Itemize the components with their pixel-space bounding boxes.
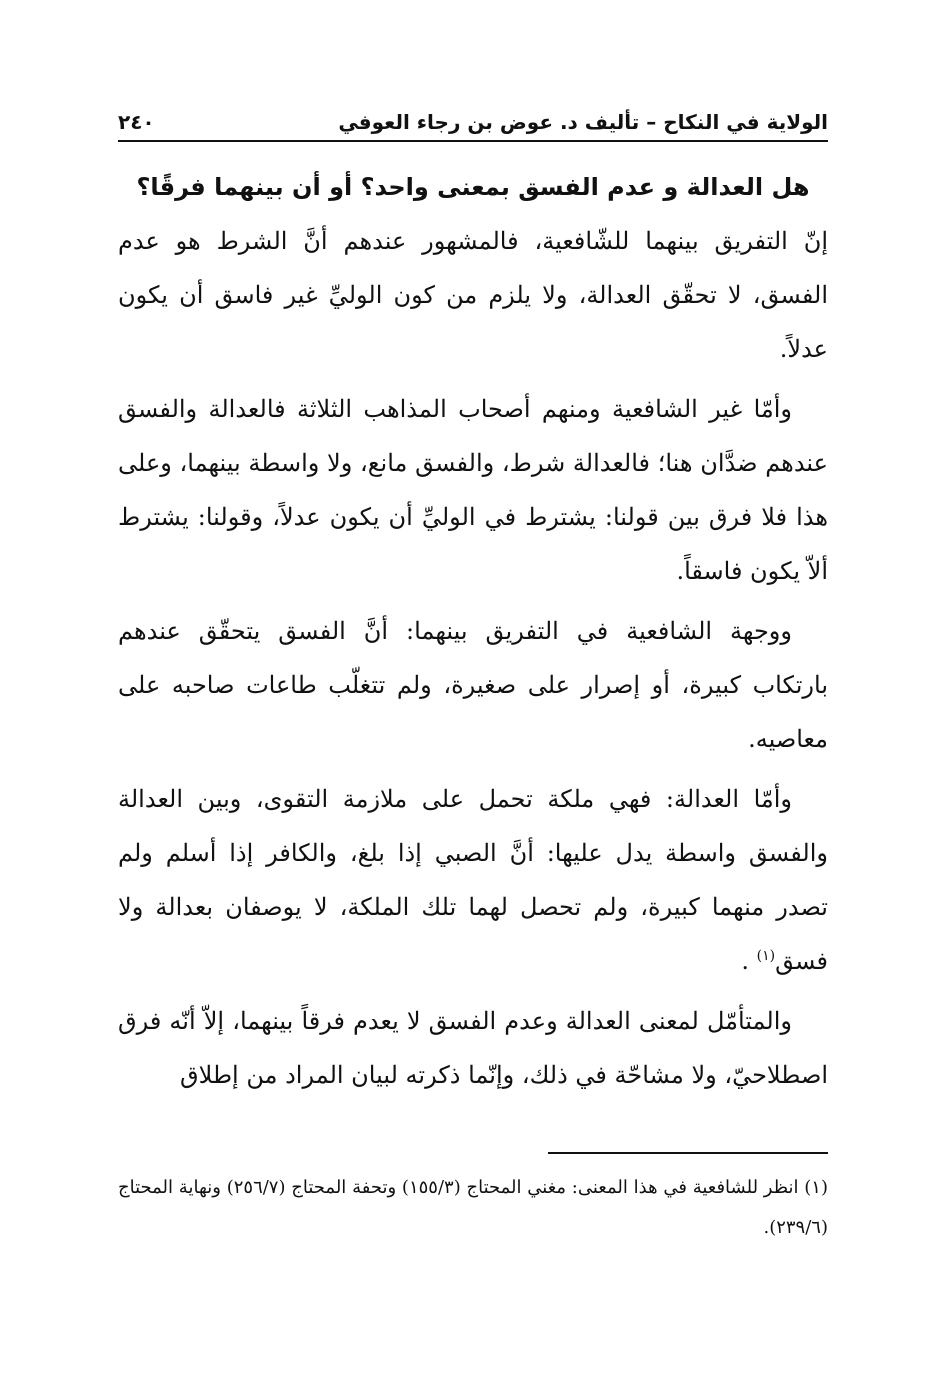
footnote-rule (548, 1152, 828, 1154)
paragraph-1: إنّ التفريق بينهما للشّافعية، فالمشهور عندهم أنَّ الشرط هو عدم الفسق، لا تحقّق العدالة، ولا يلزم من كون الوليِّ غير فاسق أن يكون عدلاً. (118, 227, 828, 363)
footnote: (١) انظر للشافعية في هذا المعنى: مغني المحتاج (١٥٥/٣) وتحفة المحتاج (٢٥٦/٧) ونهاية المحتاج (٢٣٩/٦). (118, 1177, 828, 1238)
running-title: الولاية في النكاح – تأليف د. عوض بن رجاء العوفي (338, 110, 828, 134)
section-heading: هل العدالة و عدم الفسق بمعنى واحد؟ أو أن بينهما فرقًا؟ (136, 173, 810, 201)
header-rule (118, 140, 828, 142)
paragraph-4 (118, 772, 828, 988)
main-text (118, 160, 828, 1108)
footnote-reference: (١) (756, 948, 776, 964)
page-header (118, 98, 828, 134)
paragraph-5: والمتأمّل لمعنى العدالة وعدم الفسق لا يعدم فرقاً بينهما، إلاّ أنّه فرق اصطلاحيّ، ولا مشاحّة في ذلك، وإنّما ذكرته لبيان المراد من إطلاق (118, 1007, 828, 1089)
paragraph-2: وأمّا غير الشافعية ومنهم أصحاب المذاهب الثلاثة فالعدالة والفسق عندهم ضدَّان هنا؛ فالعدالة شرط، والفسق مانع، ولا واسطة بينهما، وعلى هذا فلا فرق بين قولنا: يشترط في الوليِّ أن يكون عدلاً، وقولنا: يشترط ألاّ يكون فاسقاً. (118, 395, 828, 585)
page-number: ٢٤٠ (118, 110, 155, 134)
paragraph-4-text: وأمّا العدالة: فهي ملكة تحمل على ملازمة التقوى، وبين العدالة والفسق واسطة يدل عليها: أنَّ الصبي إذا بلغ، والكافر إذا أسلم ولم تصدر منهما كبيرة، ولم تحصل لهما تلك الملكة، لا يوصفان بعدالة ولا فسق (118, 785, 828, 975)
paragraph-4-period: . (741, 947, 749, 975)
paragraph-3: ووجهة الشافعية في التفريق بينهما: أنَّ الفسق يتحقّق عندهم بارتكاب كبيرة، أو إصرار على صغيرة، ولم تتغلّب طاعات صاحبه على معاصيه. (118, 617, 828, 753)
